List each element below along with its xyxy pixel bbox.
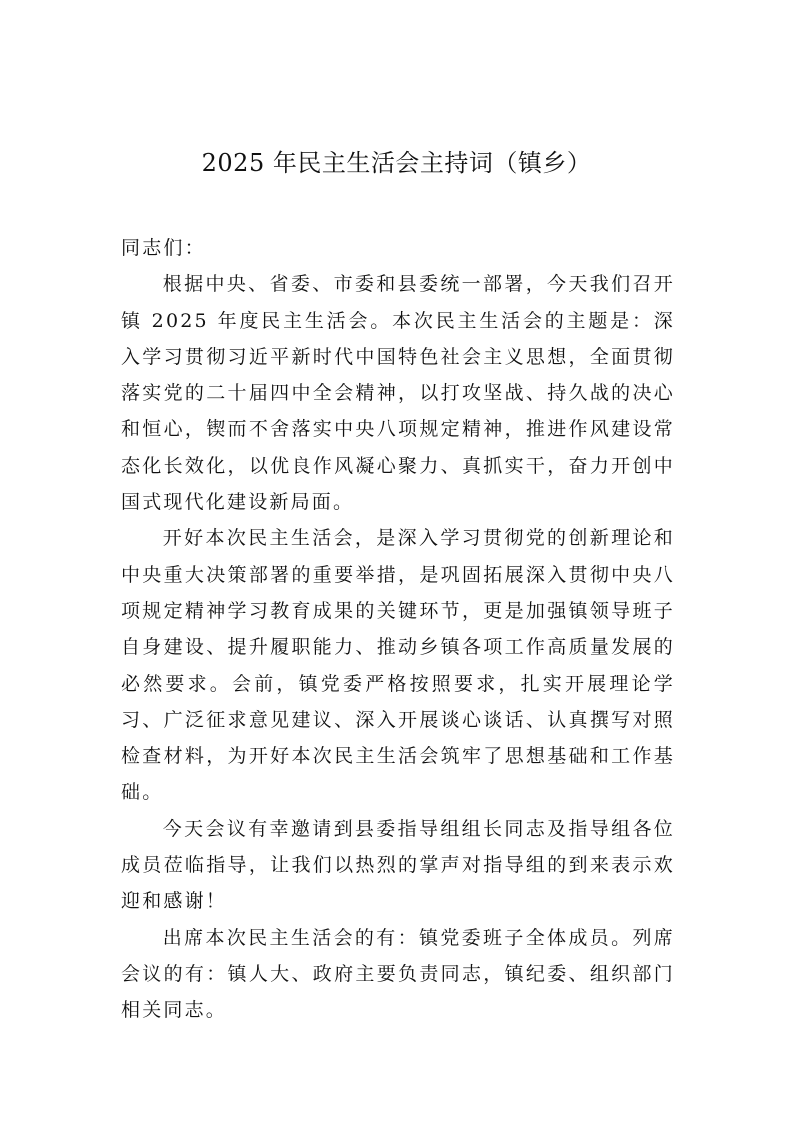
document-body bbox=[121, 230, 675, 1029]
salutation: 同志们： bbox=[121, 237, 206, 259]
paragraph-3: 今天会议有幸邀请到县委指导组组长同志及指导组各位成员莅临指导，让我们以热烈的掌声对指导组的到来表示欢迎和感谢！ bbox=[121, 817, 675, 913]
paragraph-4: 出席本次民主生活会的有：镇党委班子全体成员。列席会议的有：镇人大、政府主要负责同志，镇纪委、组织部门相关同志。 bbox=[121, 926, 675, 1022]
paragraph-2: 开好本次民主生活会，是深入学习贯彻党的创新理论和中央重大决策部署的重要举措，是巩固拓展深入贯彻中央八项规定精神学习教育成果的关键环节，更是加强镇领导班子自身建设、提升履职能力、推动乡镇各项工作高质量发展的必然要求。会前，镇党委严格按照要求，扎实开展理论学习、广泛征求意见建议、深入开展谈心谈话、认真撰写对照检查材料，为开好本次民主生活会筑牢了思想基础和工作基础。 bbox=[121, 527, 675, 804]
paragraph-1: 根据中央、省委、市委和县委统一部署，今天我们召开镇 2025 年度民主生活会。本次民主生活会的主题是：深入学习贯彻习近平新时代中国特色社会主义思想，全面贯彻落实党的二十届四中全会精神，以打攻坚战、持久战的决心和恒心，锲而不舍落实中央八项规定精神，推进作风建设常态化长效化，以优良作风凝心聚力、真抓实干，奋力开创中国式现代化建设新局面。 bbox=[121, 273, 675, 514]
document-title: 2025 年民主生活会主持词（镇乡） bbox=[201, 149, 592, 177]
